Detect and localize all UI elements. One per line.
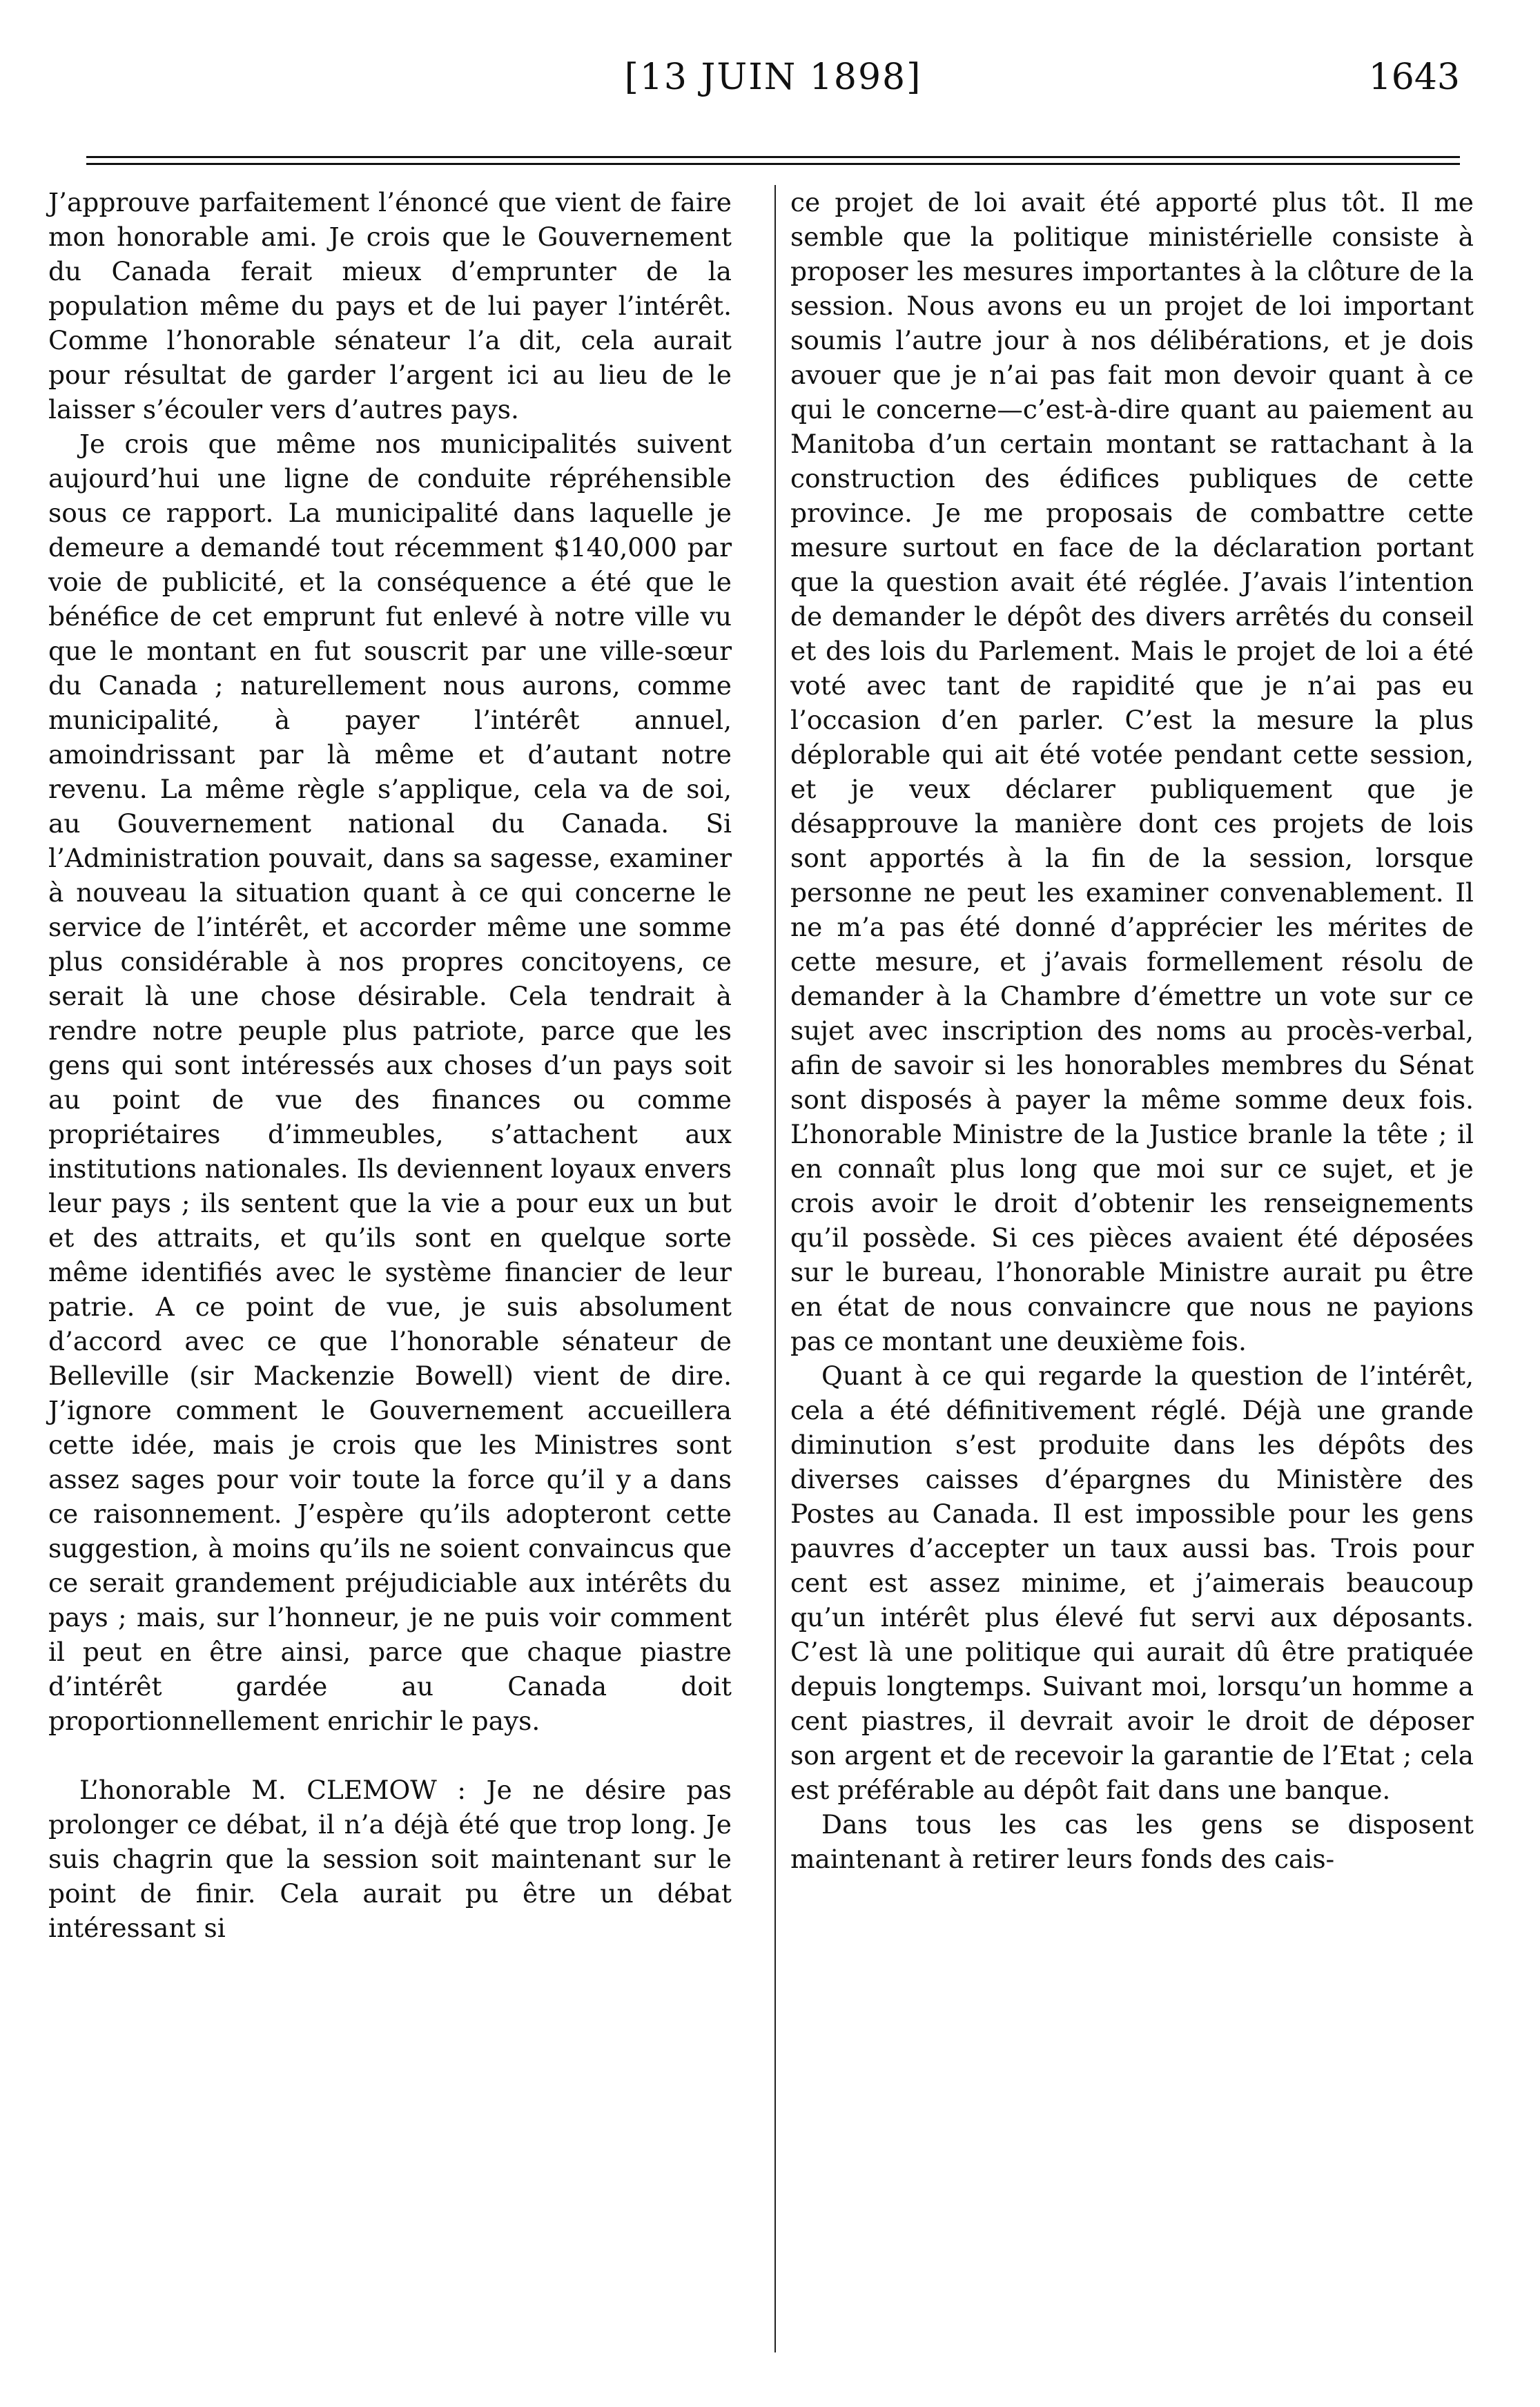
right-column [790, 185, 1474, 1876]
page-header [86, 57, 1460, 105]
page-date-title: [13 JUIN 1898] [624, 57, 922, 98]
paragraph: ce projet de loi avait été apporté plus tôt. Il me semble que la politique ministérielle consiste à proposer les mesures importantes à la clôture de la session. Nous avons eu un projet de loi important soumis l’autre jour à nos délibérations, et je dois avouer que je n’ai pas fait mon devoir quant à ce qui le concerne—c’est-à-dire quant au paiement au Manitoba d’un certain montant se rattachant à la construction des édifices publiques de cette province. Je me proposais de combattre cette mesure surtout en face de la déclaration portant que la question avait été réglée. J’avais l’intention de demander le dépôt des divers arrêtés du conseil et des lois du Parlement. Mais le projet de loi a été voté avec tant de rapidité que je n’ai pas eu l’occasion d’en parler. C’est la mesure la plus déplorable qui ait été votée pendant cette session, et je veux déclarer publiquement que je désapprouve la manière dont ces projets de lois sont apportés à la fin de la session, lorsque personne ne peut les examiner convenablement. Il ne m’a pas été donné d’apprécier les mérites de cette mesure, et j’avais formellement résolu de demander à la Chambre d’émettre un vote sur ce sujet avec inscription des noms au procès-verbal, afin de savoir si les honorables membres du Sénat sont disposés à payer la même somme deux fois. L’honorable Ministre de la Justice branle la tête ; il en connaît plus long que moi sur ce sujet, et je crois avoir le droit d’obtenir les renseignements qu’il possède. Si ces pièces avaient été déposées sur le bureau, l’honorable Ministre aurait pu être en état de nous convaincre que nous ne payions pas ce montant une deuxième fois. [790, 187, 1474, 1356]
page-number: 1643 [1368, 57, 1460, 98]
paragraph: Je crois que même nos municipalités suivent aujourd’hui une ligne de conduite répréhensible sous ce rapport. La municipalité dans laquelle je demeure a demandé tout récemment $140,000 par voie de publicité, et la conséquence a été que le bénéfice de cet emprunt fut enlevé à notre ville vu que le montant en fut souscrit par une ville-sœur du Canada ; naturellement nous aurons, comme municipalité, à payer l’intérêt annuel, amoindrissant par là même et d’autant notre revenu. La même règle s’applique, cela va de soi, au Gouvernement national du Canada. Si l’Administration pouvait, dans sa sagesse, examiner à nouveau la situation quant à ce qui concerne le service de l’intérêt, et accorder même une somme plus considérable à nos propres concitoyens, ce serait là une chose désirable. Cela tendrait à rendre notre peuple plus patriote, parce que les gens qui sont intéressés aux choses d’un pays soit au point de vue des finances ou comme propriétaires d’immeubles, s’attachent aux institutions nationales. Ils deviennent loyaux envers leur pays ; ils sentent que la vie a pour eux un but et des attraits, et qu’ils sont en quelque sorte même identifiés avec le système financier de leur patrie. A ce point de vue, je suis absolument d’accord avec ce que l’honorable sénateur de Belleville (sir Mackenzie Bowell) vient de dire. J’ignore comment le Gouvernement accueillera cette idée, mais je crois que les Ministres sont assez sages pour voir toute la force qu’il y a dans ce raisonnement. J’espère qu’ils adopteront cette suggestion, à moins qu’ils ne soient convaincus que ce serait grandement préjudiciable aux intérêts du pays ; mais, sur l’honneur, je ne puis voir comment il peut en être ainsi, parce que chaque piastre d’intérêt gardée au Canada doit proportionnellement enrichir le pays. [48, 429, 732, 1736]
paragraph-gap [48, 1738, 732, 1773]
header-rule-top [86, 156, 1460, 158]
header-rule-bottom [86, 163, 1460, 165]
paragraph: Quant à ce qui regarde la question de l’intérêt, cela a été définitivement réglé. Déjà une grande diminution s’est produite dans les dépôts des diverses caisses d’épargnes du Ministère des Postes au Canada. Il est impossible pour les gens pauvres d’accepter un taux aussi bas. Trois pour cent est assez minime, et j’aimerais beaucoup qu’un intérêt plus élevé fut servi aux déposants. C’est là une politique qui aurait dû être pratiquée depuis longtemps. Suivant moi, lorsqu’un homme a cent piastres, il devrait avoir le droit de déposer son argent et de recevoir la garantie de l’Etat ; cela est préférable au dépôt fait dans une banque. [790, 1361, 1474, 1805]
paragraph: L’honorable M. CLEMOW : Je ne désire pas prolonger ce débat, il n’a déjà été que trop long. Je suis chagrin que la session soit maintenant sur le point de finir. Cela aurait pu être un débat intéressant si [48, 1775, 732, 1943]
column-divider [774, 185, 776, 2352]
paragraph: Dans tous les cas les gens se disposent maintenant à retirer leurs fonds des cais- [790, 1809, 1474, 1874]
left-column [48, 185, 732, 1945]
paragraph: J’approuve parfaitement l’énoncé que vient de faire mon honorable ami. Je crois que le Gouvernement du Canada ferait mieux d’emprunter de la population même du pays et de lui payer l’intérêt. Comme l’honorable sénateur l’a dit, cela aurait pour résultat de garder l’argent ici au lieu de le laisser s’écouler vers d’autres pays. [48, 187, 732, 425]
